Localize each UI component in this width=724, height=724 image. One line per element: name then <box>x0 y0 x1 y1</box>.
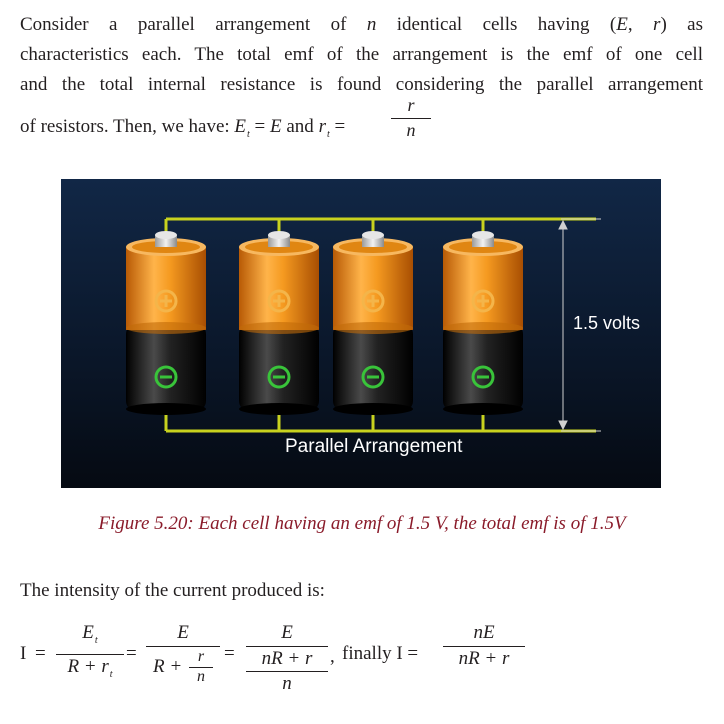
voltage-label: 1.5 volts <box>573 313 641 333</box>
eq-equals-2: = <box>126 643 137 664</box>
fraction-3: E nR + r n <box>246 620 328 696</box>
paragraph-line-3: and the total internal resistance is found considering the parallel arrangement <box>20 74 703 95</box>
paragraph-line-4: of resistors. Then, we have: $E_t = E$ and $r_t$ = <box>20 116 346 140</box>
paragraph-line-2: characteristics each. The total emf of the arrangement is the emf of one cell <box>20 44 703 65</box>
eq-comma: , <box>330 646 335 667</box>
current-equation <box>20 620 710 720</box>
rt-fraction: $\frac{r}{n}$ <box>391 92 431 141</box>
fraction-1: $E_t$ $R + r_t$ <box>56 620 124 687</box>
parallel-cells-figure <box>61 179 661 488</box>
battery-cell <box>443 231 523 415</box>
eq-I: I <box>20 643 27 664</box>
intensity-text: The intensity of the current produced is: <box>20 580 325 601</box>
eq-equals-1: = <box>35 643 46 664</box>
battery-cell <box>333 231 413 415</box>
battery-cell <box>126 231 206 415</box>
figure-caption: Figure 5.20: Each cell having an emf of 1.5 V, the total emf is of 1.5V <box>98 513 626 534</box>
eq-finally: finally I = <box>342 643 419 664</box>
fraction-2: E R + $\frac{r}{n}$ <box>146 620 220 686</box>
intro-paragraph <box>20 10 703 150</box>
paragraph-line-1: Consider a parallel arrangement of n identical cells having (E, r) as <box>20 14 704 35</box>
eq-equals-3: = <box>224 643 235 664</box>
battery-cell <box>239 231 319 415</box>
fraction-4: nE nR + r <box>443 620 525 671</box>
arrangement-label: Parallel Arrangement <box>285 436 463 457</box>
